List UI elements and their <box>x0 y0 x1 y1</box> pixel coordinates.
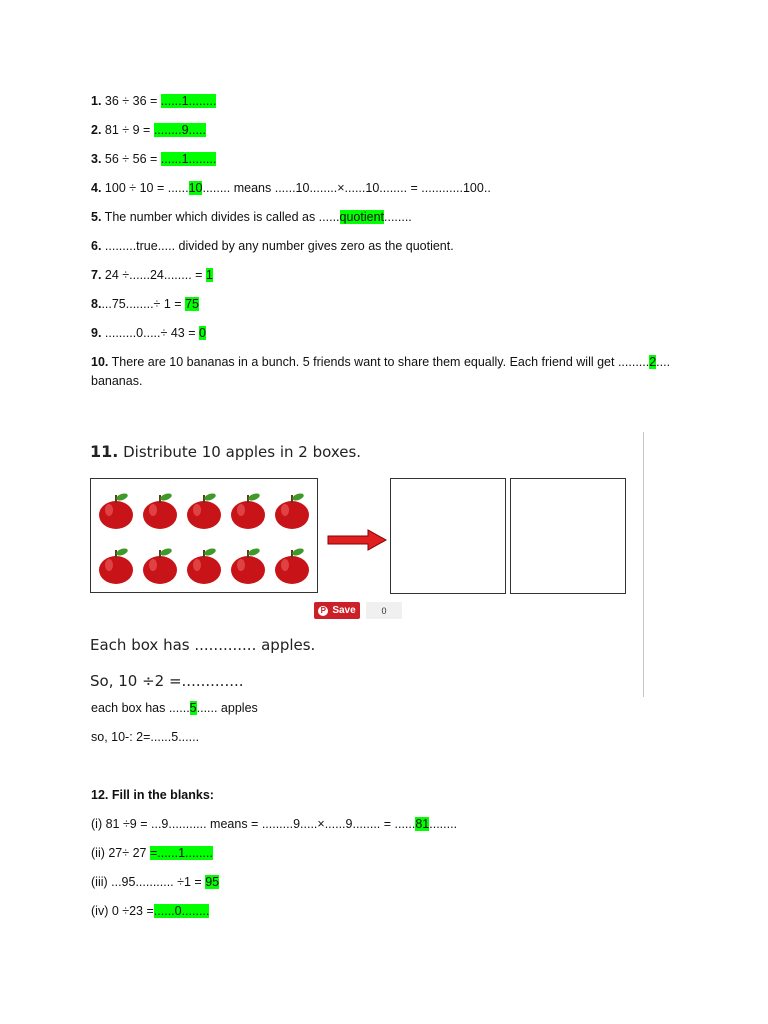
question-number: 9. <box>91 326 102 340</box>
question-text: ...75........÷ 1 = <box>101 297 186 311</box>
question-text: There are 10 bananas in a bunch. 5 friends want to share them equally. Each friend will get ......... <box>108 355 650 369</box>
save-count: 0 <box>366 602 402 619</box>
question-7 <box>91 266 691 285</box>
answer-highlight: 95 <box>205 875 220 889</box>
question-10 <box>91 353 691 391</box>
answer-highlight: 10 <box>188 181 203 195</box>
answer-highlight: ......1........ <box>160 94 217 108</box>
apple-icon <box>96 484 136 534</box>
question-2 <box>91 121 691 140</box>
apple-icon <box>272 484 312 534</box>
apples-box <box>90 478 318 593</box>
pinterest-icon: P <box>318 606 328 616</box>
question-text: 81 ÷ 9 = <box>101 123 154 137</box>
question-number: 8. <box>91 297 102 311</box>
question-5 <box>91 208 691 227</box>
answer-highlight: 2 <box>649 355 657 369</box>
so-sentence: So, 10 ÷2 =............. <box>90 672 244 690</box>
question-text-rest: .... bananas. <box>91 355 671 388</box>
image-title-text: Distribute 10 apples in 2 boxes. <box>118 443 362 461</box>
question-text-rest: ........ means ......10........×......10........ = ............100.. <box>202 181 491 195</box>
question-number: 6. <box>91 239 102 253</box>
apple-icon <box>272 539 312 589</box>
question-text: The number which divides is called as ...... <box>101 210 340 224</box>
question-text-rest: ........ <box>384 210 412 224</box>
question-12-ii <box>91 844 691 863</box>
answer-highlight: ......1........ <box>160 152 217 166</box>
question-12-heading: 12. Fill in the blanks: <box>91 788 214 802</box>
apple-icon <box>184 484 224 534</box>
apple-icon <box>140 484 180 534</box>
question-number: 3. <box>91 152 102 166</box>
question-text: 100 ÷ 10 = ...... <box>101 181 189 195</box>
answer-highlight: quotient <box>339 210 384 224</box>
question-3 <box>91 150 691 169</box>
answer-text-rest: ...... apples <box>196 701 258 715</box>
answer-highlight: ........9..... <box>153 123 206 137</box>
answer-text: each box has ...... <box>91 701 190 715</box>
image-title <box>90 442 361 461</box>
question-text-rest: ........ <box>429 817 458 831</box>
question-text: (ii) 27÷ 27 <box>91 846 150 860</box>
answer-highlight: 5 <box>189 701 197 715</box>
question-text: 36 ÷ 36 = <box>101 94 161 108</box>
answer-highlight: 1 <box>205 268 213 282</box>
answer-highlight: 75 <box>185 297 199 311</box>
question-number: 10. <box>91 355 109 369</box>
apple-icon <box>228 484 268 534</box>
question-number: 11. <box>90 442 119 461</box>
question-1 <box>91 92 691 111</box>
answer-11-line-2: so, 10-: 2=......5...... <box>91 730 200 744</box>
question-8 <box>91 295 691 314</box>
question-text: .........0.....÷ 43 = <box>101 326 199 340</box>
apple-icon <box>140 539 180 589</box>
question-text: 24 ÷......24........ = <box>101 268 206 282</box>
question-text: 56 ÷ 56 = <box>101 152 161 166</box>
pinterest-save-button[interactable] <box>314 602 360 619</box>
question-text: (iv) 0 ÷23 = <box>91 904 154 918</box>
empty-box-left <box>390 478 506 594</box>
question-number: 7. <box>91 268 102 282</box>
question-6 <box>91 237 691 256</box>
question-9 <box>91 324 691 343</box>
apple-icon <box>184 539 224 589</box>
apple-icon <box>228 539 268 589</box>
question-12-iii <box>91 873 691 892</box>
question-number: 1. <box>91 94 102 108</box>
question-12-i <box>91 815 691 834</box>
answer-11-line-1 <box>91 699 691 718</box>
answer-highlight: 0 <box>198 326 206 340</box>
answer-highlight: 81 <box>415 817 430 831</box>
question-4 <box>91 179 691 198</box>
empty-box-right <box>510 478 626 594</box>
question-number: 5. <box>91 210 102 224</box>
question-text: .........true..... divided by any number gives zero as the quotient. <box>101 239 454 253</box>
question-text: (iii) ...95........... ÷1 = <box>91 875 206 889</box>
question-11-image <box>90 432 646 700</box>
answer-highlight: ......0........ <box>153 904 210 918</box>
save-label: Save <box>332 605 356 616</box>
question-12-iv <box>91 902 691 921</box>
box-sentence: Each box has ............. apples. <box>90 636 316 654</box>
answer-highlight: =......1........ <box>149 846 213 860</box>
question-text: (i) 81 ÷9 = ...9........... means = .........9.....×......9........ = ...... <box>91 817 416 831</box>
apple-icon <box>96 539 136 589</box>
right-arrow-icon <box>326 528 388 552</box>
question-number: 4. <box>91 181 102 195</box>
question-number: 2. <box>91 123 102 137</box>
